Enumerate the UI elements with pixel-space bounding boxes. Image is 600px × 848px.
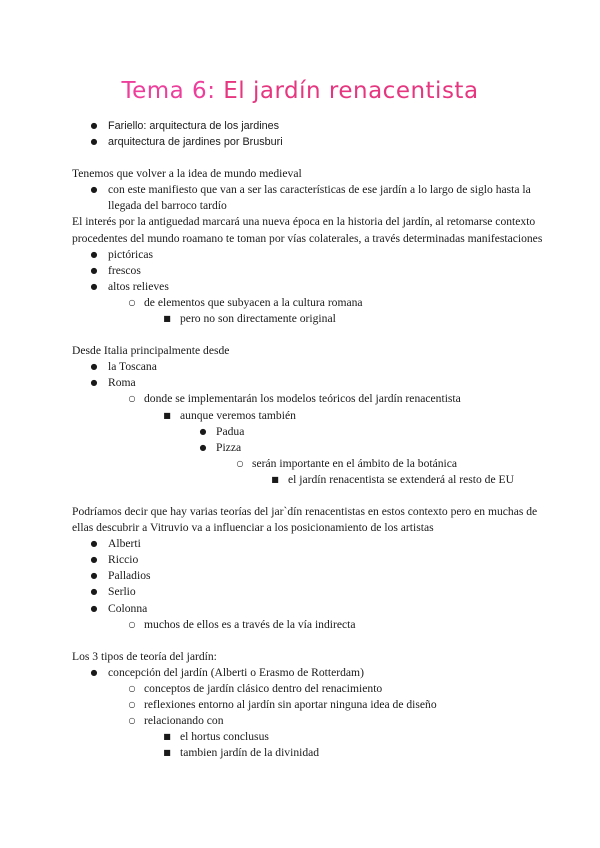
title-number: Tema 6: xyxy=(121,78,216,104)
list-item: ○ serán importante en el ámbito de la botánica xyxy=(72,456,552,472)
list-item: ■ el jardín renacentista se extenderá al resto de EU xyxy=(72,472,552,488)
list-item: ● Fariello: arquitectura de los jardines xyxy=(72,118,552,134)
list-item: ● Alberti xyxy=(72,536,552,552)
list-item: ○ relacionando con xyxy=(72,713,552,729)
bullet-square-icon: ■ xyxy=(163,410,171,420)
bullet-disc-icon: ● xyxy=(90,137,98,147)
bullet-disc-icon: ● xyxy=(90,362,98,372)
bullet-disc-icon: ● xyxy=(90,603,98,613)
bullet-disc-icon: ● xyxy=(90,185,98,195)
bullet-circle-icon: ○ xyxy=(128,716,136,726)
list-item: ■ pero no son directamente original xyxy=(72,311,552,327)
list-item: ● Colonna xyxy=(72,601,552,617)
bullet-circle-icon: ○ xyxy=(128,297,136,307)
bullet-disc-icon: ● xyxy=(90,265,98,275)
bullet-square-icon: ■ xyxy=(271,474,279,484)
list-item: ● altos relieves xyxy=(72,279,552,295)
bullet-square-icon: ■ xyxy=(163,314,171,324)
bullet-circle-icon: ○ xyxy=(128,619,136,629)
bullet-disc-icon: ● xyxy=(90,555,98,565)
bullet-disc-icon: ● xyxy=(199,442,207,452)
list-item: ● pictóricas xyxy=(72,247,552,263)
list-item: ● Serlio xyxy=(72,584,552,600)
list-item: ■ tambien jardín de la divinidad xyxy=(72,745,552,761)
title-name: El jardín renacentista xyxy=(223,78,479,104)
list-item: ● Padua xyxy=(72,424,552,440)
bullet-square-icon: ■ xyxy=(163,748,171,758)
page-title xyxy=(0,78,600,104)
list-item: ○ de elementos que subyacen a la cultura romana xyxy=(72,295,552,311)
bullet-square-icon: ■ xyxy=(163,732,171,742)
bullet-disc-icon: ● xyxy=(90,378,98,388)
list-item: ● Palladios xyxy=(72,568,552,584)
bullet-disc-icon: ● xyxy=(90,539,98,549)
bullet-disc-icon: ● xyxy=(90,571,98,581)
paragraph: El interés por la antiguedad marcará una nueva época en la historia del jardín, al retomarse contexto procedentes del mundo roamano te toman por vías colaterales, a través determinadas manifestaciones xyxy=(72,215,543,245)
section-heading: Desde Italia principalmente desde xyxy=(72,344,230,358)
bullet-circle-icon: ○ xyxy=(128,700,136,709)
list-item: ● Pizza xyxy=(72,440,552,456)
list-item: ● con este manifiesto que van a ser las características de ese jardín a lo largo de siglo hasta la llegada del barroco tardío xyxy=(72,182,552,214)
list-item: ● concepción del jardín (Alberti o Erasmo de Rotterdam) xyxy=(72,665,552,681)
bullet-disc-icon: ● xyxy=(90,249,98,259)
bullet-disc-icon: ● xyxy=(90,281,98,291)
bullet-disc-icon: ● xyxy=(90,667,98,677)
list-item: ■ aunque veremos también xyxy=(72,408,552,424)
list-item: ○ muchos de ellos es a través de la vía indirecta xyxy=(72,617,552,633)
section-heading: Los 3 tipos de teoría del jardín: xyxy=(72,649,217,663)
bullet-disc-icon: ● xyxy=(199,426,207,436)
bullet-disc-icon: ● xyxy=(90,121,98,130)
list-item: ■ el hortus conclusus xyxy=(72,729,552,745)
paragraph: Podríamos decir que hay varias teorías del jar`dín renacentistas en estos contexto pero en muchas de ellas descubrir a Vitruvio va a influenciar a los posicionamiento de los artistas xyxy=(72,504,538,535)
section-heading: Tenemos que volver a la idea de mundo medieval xyxy=(72,167,302,181)
list-item: ● arquitectura de jardines por Brusburi xyxy=(72,134,552,150)
notes-body xyxy=(72,118,552,761)
list-item: ○ conceptos de jardín clásico dentro del renacimiento xyxy=(72,681,552,697)
list-item: ● la Toscana xyxy=(72,359,552,375)
list-item: ○ reflexiones entorno al jardín sin aportar ninguna idea de diseño xyxy=(72,697,552,713)
list-item: ● Riccio xyxy=(72,552,552,568)
bullet-disc-icon: ● xyxy=(90,587,98,597)
list-item: ● Roma xyxy=(72,375,552,391)
list-item: ● frescos xyxy=(72,263,552,279)
list-item: ○ donde se implementarán los modelos teóricos del jardín renacentista xyxy=(72,391,552,407)
bullet-circle-icon: ○ xyxy=(128,394,136,404)
bullet-circle-icon: ○ xyxy=(128,683,136,693)
bullet-circle-icon: ○ xyxy=(236,458,244,468)
